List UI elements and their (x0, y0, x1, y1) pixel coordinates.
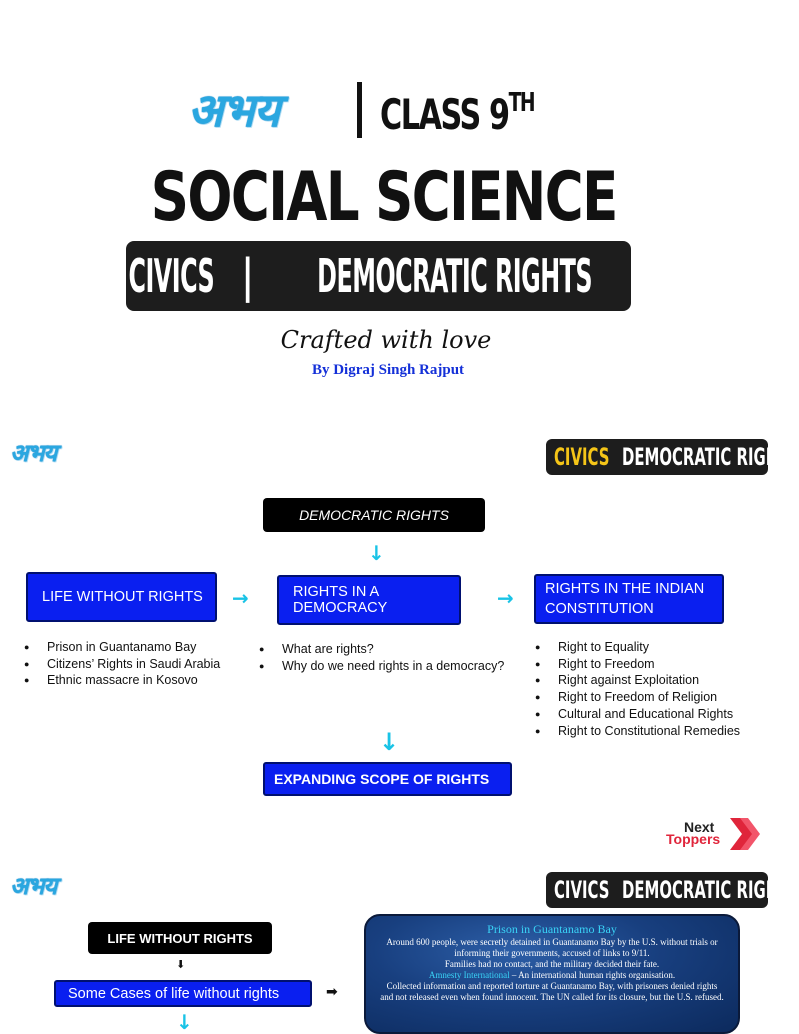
guantanamo-info-card (364, 914, 740, 1034)
card-text: Collected information and reported torture at Guantanamo Bay, with prisoners denied rights and not released even when found innocent. The UN called for its closure, but the U.S. refused. (380, 981, 724, 1002)
list-item: ● Citizens’ Rights in Saudi Arabia (20, 656, 260, 673)
banner-text: CIVICS | DEMOCRATIC RIGHTS (128, 249, 592, 303)
right-list (531, 639, 767, 739)
card-title: Prison in Guantanamo Bay (487, 922, 617, 936)
class-label: CLASS 9TH (380, 88, 535, 139)
list-item: ● Right to Equality (531, 639, 767, 656)
title-divider (357, 82, 362, 138)
left-list (20, 639, 260, 689)
cases-node: Some Cases of life without rights (54, 980, 312, 1007)
list-item: ● Ethnic massacre in Kosovo (20, 672, 260, 689)
list-item: ● Right to Freedom of Religion (531, 689, 767, 706)
right-arrow-icon: → (497, 586, 514, 610)
card-text: Families had no contact, and the military decided their fate. (444, 959, 660, 969)
rights-in-democracy-node: RIGHTS IN A DEMOCRACY (277, 575, 461, 625)
right-arrow-icon: ➡ (326, 984, 338, 1000)
list-item: ● What are rights? (255, 641, 525, 658)
right-arrow-icon: → (232, 586, 249, 610)
root-node: DEMOCRATIC RIGHTS (263, 498, 485, 532)
abhay-logo: अभय (188, 83, 280, 137)
list-item: ● Right to Constitutional Remedies (531, 723, 767, 740)
expanding-scope-node: EXPANDING SCOPE OF RIGHTS (263, 762, 512, 796)
card-text: Amnesty International – An international human rights organisation. (428, 970, 676, 980)
list-item: ● Right to Freedom (531, 656, 767, 673)
down-arrow-icon: ⬇ (176, 958, 186, 971)
indian-constitution-node: RIGHTS IN THE INDIAN CONSTITUTION (534, 574, 724, 624)
chapter-banner (126, 241, 631, 311)
center-list (255, 641, 525, 674)
down-arrow-icon: ↓ (368, 541, 385, 565)
life-without-rights-node: LIFE WITHOUT RIGHTS (26, 572, 217, 622)
next-toppers-logo: Next Toppers (666, 816, 762, 852)
list-item: ● Prison in Guantanamo Bay (20, 639, 260, 656)
list-item: ● Right against Exploitation (531, 672, 767, 689)
subject-title: SOCIAL SCIENCE (150, 158, 618, 237)
chevron-right-icon (728, 816, 762, 852)
chapter-badge: CIVICS DEMOCRATIC RIGHTS (546, 872, 768, 908)
crafted-tagline: Crafted with love (280, 326, 492, 354)
card-text: Around 600 people, were secretly detained in Guantanamo Bay by the U.S. without trials or informing their governments, accused of links to 9/11. (386, 937, 718, 958)
abhay-logo-small: अभय (10, 438, 57, 467)
list-item: ● Why do we need rights in a democracy? (255, 658, 525, 675)
chapter-badge: CIVICS DEMOCRATIC RIGHTS (546, 439, 768, 475)
author-credit: By Digraj Singh Rajput (311, 362, 465, 378)
abhay-logo-small: अभय (10, 871, 57, 900)
list-item: ● Cultural and Educational Rights (531, 706, 767, 723)
down-arrow-icon: ↓ (379, 728, 400, 756)
life-without-rights-heading: LIFE WITHOUT RIGHTS (88, 922, 272, 954)
down-arrow-icon: ↓ (176, 1010, 193, 1034)
